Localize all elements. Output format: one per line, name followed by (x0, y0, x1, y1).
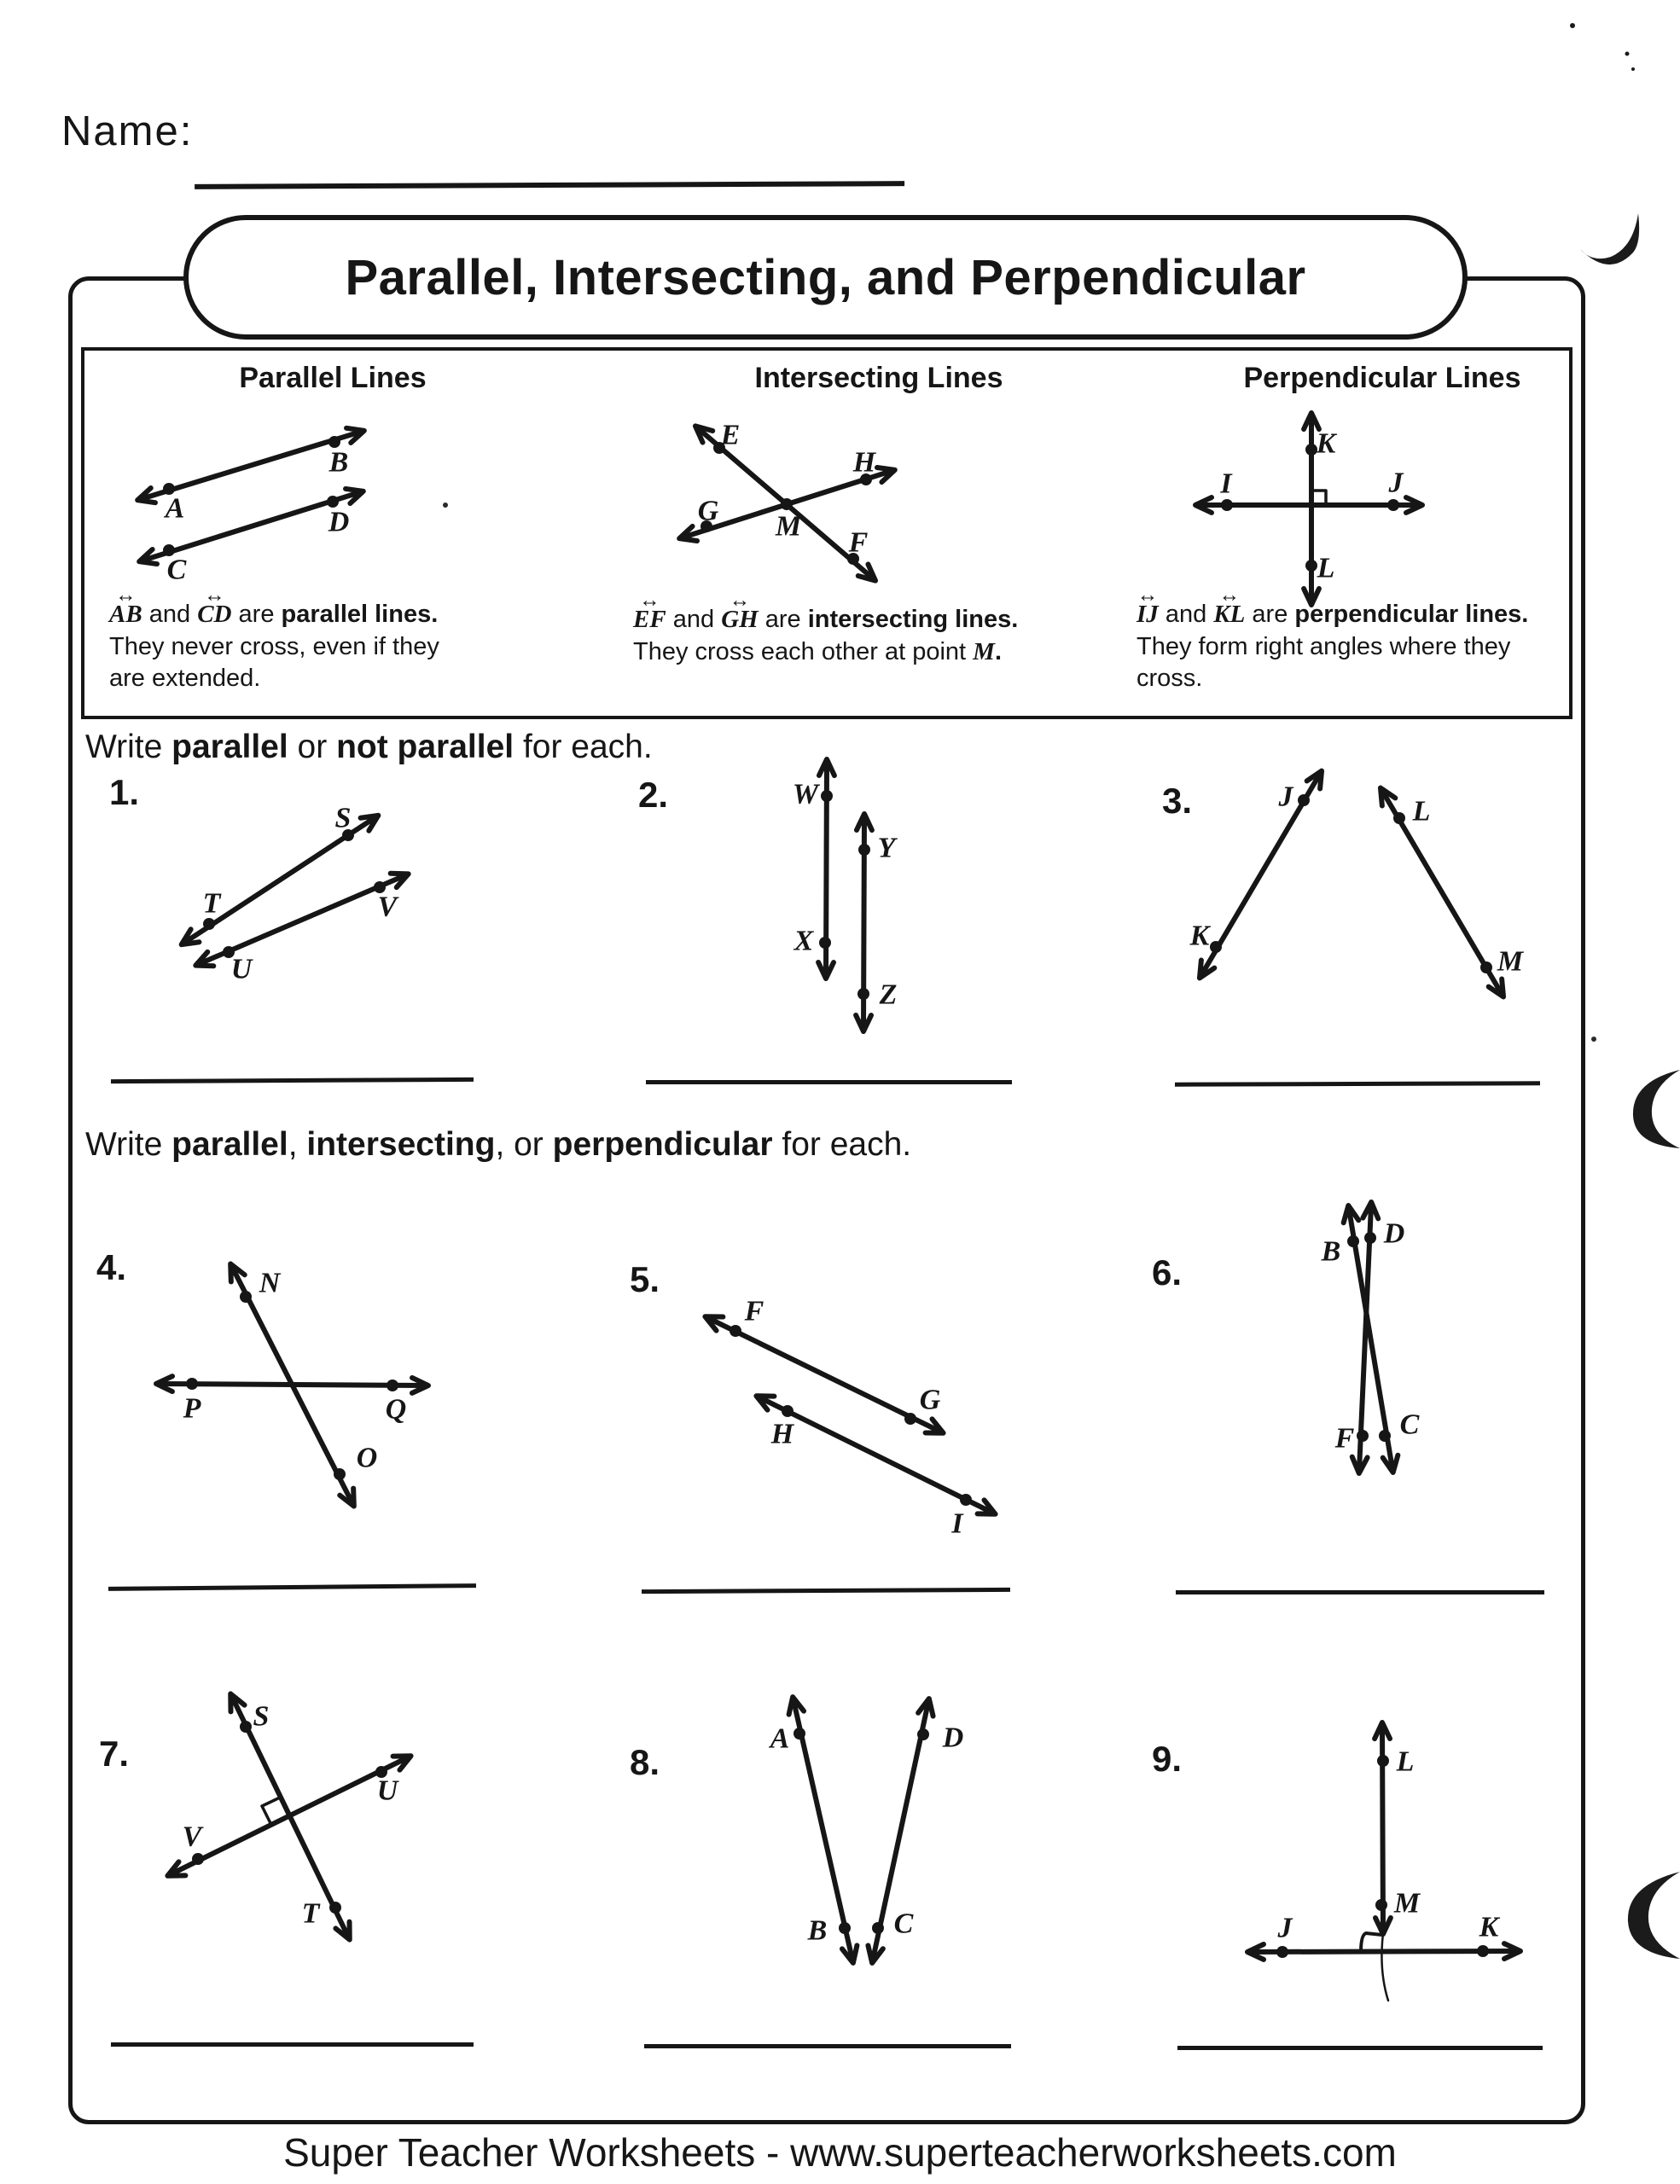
problem-number-3: 3. (1162, 781, 1193, 821)
answer-line-7[interactable] (111, 2042, 474, 2047)
point-label-I: I (1220, 468, 1232, 500)
answer-line-8[interactable] (644, 2044, 1011, 2048)
diagram-problem-4 (111, 1211, 563, 1540)
point-label-V: V (182, 1821, 202, 1853)
section-1-instruction: Write parallel or not parallel for each. (85, 729, 653, 765)
footer-credit: Super Teacher Worksheets - www.superteacherworksheets.com (283, 2130, 1397, 2175)
point-label-H: H (852, 446, 876, 479)
diagram-problem-1 (128, 802, 597, 1045)
point-label-O: O (356, 1442, 378, 1474)
point-label-F: F (848, 526, 869, 559)
point-label-G: G (919, 1384, 941, 1416)
point-label-Y: Y (877, 832, 896, 864)
scan-crescent-top-right (1580, 213, 1639, 264)
point-label-J: J (1277, 1912, 1293, 1944)
point-label-S: S (253, 1700, 270, 1733)
point-label-U: U (230, 953, 253, 985)
heading-intersecting-lines: Intersecting Lines (754, 362, 1003, 394)
point-label-D: D (942, 1722, 964, 1754)
diagram-example-intersecting (640, 401, 1118, 619)
point-label-M: M (775, 510, 802, 543)
answer-line-2[interactable] (646, 1080, 1012, 1084)
diagram-problem-2 (751, 755, 956, 1041)
diagram-problem-3 (1177, 759, 1553, 1011)
problem-number-2: 2. (638, 775, 669, 815)
point-label-A: A (770, 1722, 790, 1755)
point-label-B: B (807, 1914, 828, 1947)
point-label-L: L (1396, 1745, 1415, 1778)
problem-number-9: 9. (1152, 1739, 1183, 1779)
diagram-problem-7 (111, 1689, 563, 2018)
point-label-A: A (165, 492, 185, 525)
point-label-E: E (720, 419, 741, 451)
point-label-K: K (1479, 1911, 1499, 1943)
point-label-L: L (1317, 552, 1335, 584)
diagram-problem-8 (708, 1689, 1049, 2018)
scan-speck (1631, 67, 1635, 71)
point-label-V: V (377, 891, 398, 923)
diagram-problem-6 (1280, 1177, 1544, 1531)
point-label-T: T (202, 887, 221, 920)
diagram-problem-9 (1177, 1715, 1578, 2052)
point-label-B: B (328, 446, 349, 479)
point-label-C: C (893, 1908, 914, 1940)
title-banner (183, 215, 1468, 340)
point-label-W: W (792, 778, 819, 810)
caption-intersecting: ↔ EF and ↔ GH are intersecting lines. They cross each other at point M. (633, 604, 1077, 668)
problem-number-1: 1. (109, 772, 140, 812)
point-label-U: U (376, 1774, 398, 1807)
point-label-C: C (166, 554, 187, 586)
section-2-instruction: Write parallel, intersecting, or perpendicular for each. (85, 1126, 912, 1163)
point-label-S: S (334, 802, 352, 834)
answer-line-6[interactable] (1176, 1590, 1544, 1594)
point-label-X: X (793, 925, 814, 957)
point-label-K: K (1316, 427, 1336, 460)
point-label-C: C (1399, 1409, 1420, 1441)
scan-speck (1625, 52, 1630, 56)
point-label-P: P (183, 1392, 201, 1425)
point-label-N: N (259, 1267, 281, 1299)
point-label-T: T (301, 1897, 320, 1930)
diagram-example-parallel (94, 401, 572, 619)
point-label-Q: Q (385, 1393, 407, 1426)
name-input-line[interactable] (195, 142, 904, 189)
point-label-H: H (770, 1418, 794, 1450)
problem-number-6: 6. (1152, 1252, 1183, 1292)
point-label-B: B (1321, 1235, 1341, 1268)
name-label: Name: (61, 108, 194, 154)
heading-parallel-lines: Parallel Lines (239, 362, 427, 394)
point-label-L: L (1412, 795, 1431, 828)
heading-perpendicular-lines: Perpendicular Lines (1243, 362, 1521, 394)
diagram-problem-5 (640, 1237, 1101, 1540)
scan-crescent-bottom-right (1628, 1872, 1680, 1959)
problem-number-7: 7. (99, 1734, 130, 1774)
caption-parallel: ↔ AB and ↔ CD are parallel lines. They never cross, even if they are extended. (109, 599, 519, 695)
diagram-example-perpendicular (1143, 401, 1621, 619)
point-label-I: I (951, 1507, 963, 1536)
problem-number-8: 8. (630, 1742, 660, 1782)
problem-number-4: 4. (96, 1247, 127, 1287)
point-label-J: J (1278, 781, 1293, 813)
point-label-K: K (1189, 920, 1210, 952)
point-label-F: F (1334, 1422, 1355, 1455)
point-label-M: M (1393, 1887, 1421, 1920)
scan-speck (1570, 23, 1575, 28)
scan-speck (1591, 1037, 1596, 1042)
point-label-G: G (697, 495, 719, 527)
problem-number-5: 5. (630, 1259, 660, 1299)
answer-line-9[interactable] (1177, 2046, 1543, 2050)
point-label-J: J (1388, 467, 1404, 499)
point-label-F: F (744, 1295, 764, 1327)
caption-perpendicular: ↔ IJ and ↔ KL are perpendicular lines. They form right angles where they cross. (1136, 599, 1563, 695)
point-label-M: M (1497, 945, 1524, 978)
page-title: Parallel, Intersecting, and Perpendicular (345, 249, 1306, 305)
point-label-D: D (1383, 1217, 1405, 1250)
point-label-D: D (328, 506, 350, 538)
point-label-Z: Z (879, 979, 898, 1011)
scan-crescent-mid-right (1633, 1070, 1680, 1148)
